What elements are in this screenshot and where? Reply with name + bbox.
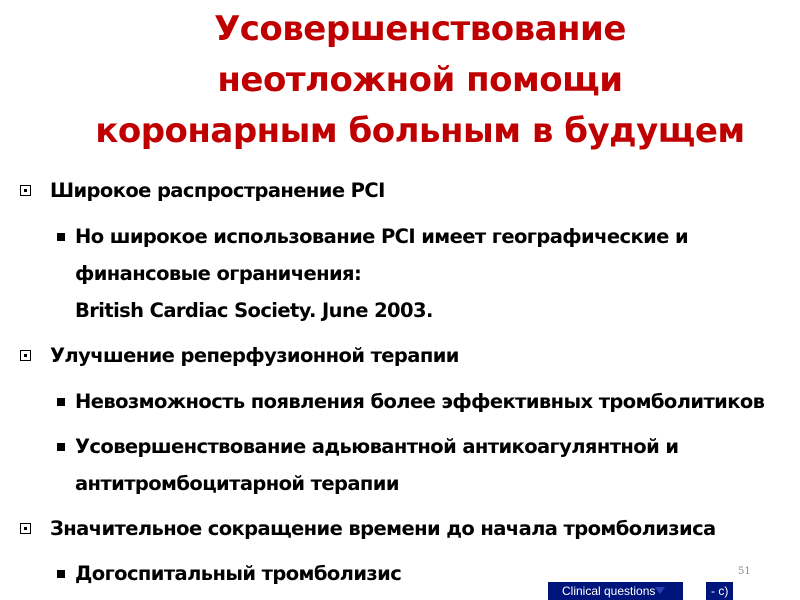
bullet-line: Догоспитальный тромболизис [75,562,402,585]
slide-number: 51 [738,566,751,577]
bullet-line: Невозможность появления более эффективных тромболитиков [75,390,765,413]
clinical-questions-label: Clinical questions [562,584,656,598]
checkbox-bullet-icon [20,523,31,534]
square-bullet-icon [57,443,65,451]
square-bullet-icon [57,570,65,578]
bullet-text: Широкое распространение PCI [50,179,385,202]
square-bullet-icon [57,233,65,241]
clinical-questions-button[interactable] [548,582,683,600]
bullet-line: финансовые ограничения: [75,262,362,285]
bullet-line: антитромбоцитарной терапии [75,472,399,495]
back-link-button[interactable] [706,582,733,600]
bullet-text [75,226,688,337]
slide-title: Усовершенствование неотложной помощи коронарным больным в будущем [95,9,745,151]
back-link-label: - c) [711,584,729,598]
bullet-line: British Cardiac Society. June 2003. [75,299,433,322]
checkbox-bullet-icon [20,185,31,196]
bullet-text: Значительное сокращение времени до начала тромболизиса [50,517,716,540]
square-bullet-icon [57,398,65,406]
triangle-down-icon [655,587,665,594]
bullet-line: Усовершенствование адьювантной антикоагулянтной и [75,435,679,458]
bullet-line: Но широкое использование PCI имеет географические и [75,225,689,248]
bullet-text [75,563,401,600]
bullet-text: Улучшение реперфузионной терапии [50,344,459,367]
bullet-text [75,391,764,428]
bullet-text [75,436,678,510]
checkbox-bullet-icon [20,350,31,361]
